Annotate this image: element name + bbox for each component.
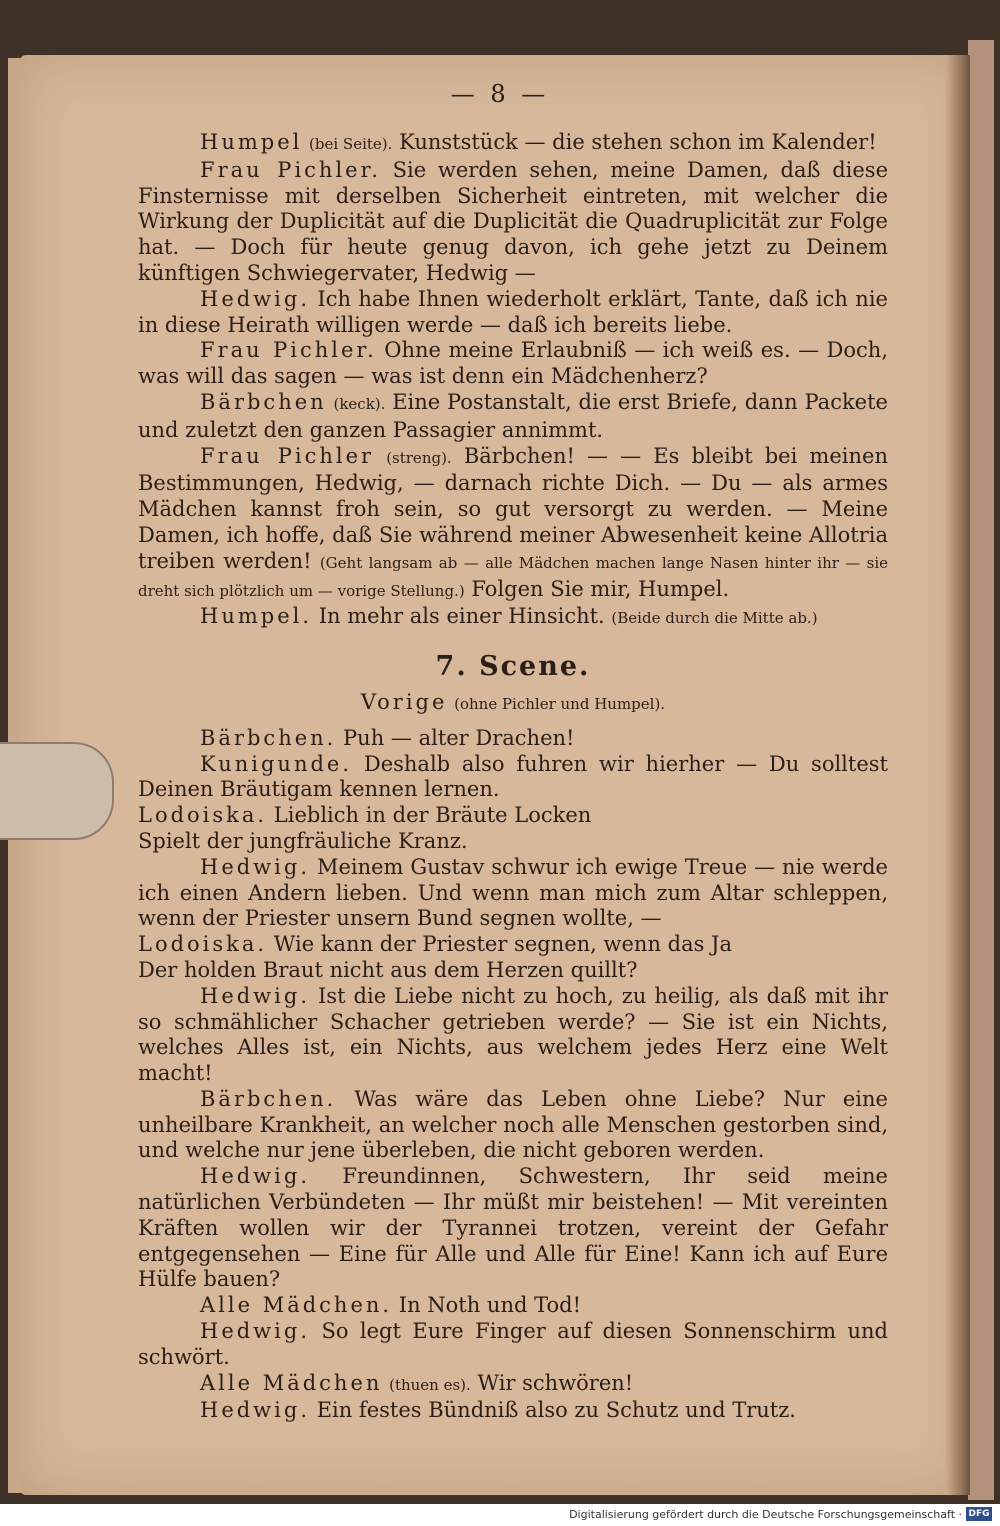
book-right-edge — [968, 40, 994, 1500]
speaker-name: Lodoiska. — [138, 803, 268, 828]
speaker-name: Alle Mädchen. — [200, 1293, 393, 1318]
speech-line — [138, 390, 888, 444]
page-text — [138, 130, 888, 1424]
speaker-name: Hedwig. — [200, 854, 310, 879]
speech-text: Ich habe Ihnen wiederholt erklärt, Tante, daß ich nie in diese Heirath willigen werde — daß ich bereits liebe. — [138, 286, 888, 337]
speech-line — [138, 287, 888, 339]
stage-direction: (Geht langsam ab — alle Mädchen machen lange Nasen hinter ihr — sie dreht sich plötzlich um — vorige Stellung.) — [138, 553, 888, 600]
page-number: — 8 — — [450, 80, 550, 108]
speech-text: Eine Postanstalt, die erst Briefe, dann Packete und zuletzt den ganzen Passagier annimmt. — [138, 389, 888, 442]
speech-text: Meinem Gustav schwur ich ewige Treue — nie werde ich einen Andern lieben. Und wenn man mich zum Altar schleppen, wenn der Priester unsern Bund segnen wollte, — — [138, 854, 888, 931]
speech-text: Bärbchen! — — Es bleibt bei meinen Bestimmungen, Hedwig, — darnach richte Dich. — Du — als armes Mädchen kannst froh sein, so gut versorgt zu werden. — Meine Damen, ich hoffe, daß Sie während meiner Abwesenheit keine Allotria treiben werden! — [138, 443, 888, 573]
speech-line — [138, 1319, 888, 1371]
speaker-name: Lodoiska. — [138, 932, 268, 957]
verse-line — [138, 932, 888, 958]
speaker-name: Hedwig. — [200, 983, 310, 1008]
speaker-name: Alle Mädchen — [200, 1370, 383, 1395]
speech-text: Wir schwören! — [477, 1370, 634, 1395]
speech-text: Sie werden sehen, meine Damen, daß diese Finsternisse mit derselben Sicherheit eintreten, mit welcher die Wirkung der Duplicität auf die Duplicität die Quadruplicität zur Folge hat. — Doch für heute genug davon, ich gehe jetzt zu Deinem künftigen Schwiegervater, Hedwig — — [138, 157, 888, 285]
speech-text: Kunststück — die stehen schon im Kalender! — [399, 130, 877, 154]
speaker-name: Kunigunde. — [200, 751, 353, 776]
speech-text: Puh — alter Drachen! — [343, 725, 575, 750]
speaker-name: Bärbchen. — [200, 725, 337, 750]
stage-direction: (thuen es). — [389, 1375, 471, 1394]
speech-line — [138, 1087, 888, 1164]
page-gutter-shadow — [945, 55, 970, 1495]
speech-line — [138, 1293, 888, 1319]
speech-text: Was wäre das Leben ohne Liebe? Nur eine unheilbare Krankheit, an welcher noch alle Menschen gestorben sind, und welche nur jene überleben, die nicht geboren werden. — [138, 1086, 888, 1163]
speech-line — [138, 444, 888, 605]
speech-text: So legt Eure Finger auf diesen Sonnenschirm und schwört. — [138, 1319, 888, 1369]
speech-line — [138, 752, 888, 804]
verse-text: Lieblich in der Bräute Locken — [273, 803, 592, 828]
speech-text: Deshalb also fuhren wir hierher — Du solltest Deinen Bräutigam kennen lernen. — [138, 751, 888, 802]
speech-text: In Noth und Tod! — [398, 1293, 582, 1318]
speech-text: Folgen Sie mir, Humpel. — [471, 576, 730, 601]
dfg-logo-icon: DFG — [966, 1507, 992, 1521]
verse-text: Wie kann der Priester segnen, wenn das Ja — [273, 932, 732, 957]
stage-direction: (keck). — [333, 394, 386, 413]
stage-direction: (bei Seite). — [309, 135, 393, 153]
funding-credit: Digitalisierung gefördert durch die Deutsche Forschungsgemeinschaft · — [569, 1508, 962, 1521]
speech-line — [138, 984, 888, 1087]
speech-text: In mehr als einer Hinsicht. — [318, 604, 605, 629]
speech-line — [138, 338, 888, 390]
scene-heading: 7. Scene. — [435, 651, 591, 683]
speaker-name: Frau Pichler. — [200, 338, 377, 363]
verse-line: Der holden Braut nicht aus dem Herzen quillt? — [138, 957, 638, 982]
verse-line: Spielt der jungfräuliche Kranz. — [138, 828, 468, 853]
speaker-name: Bärbchen — [200, 389, 327, 414]
speech-line — [138, 130, 888, 158]
speaker-name: Bärbchen. — [200, 1086, 337, 1111]
speech-text: Ist die Liebe nicht zu hoch, zu heilig, als daß mit ihr so schmählicher Schacher getrieben werde? — Sie ist ein Nichts, welches Alles ist, ein Nichts, aus welchem jedes Herz eine Welt macht! — [138, 983, 888, 1086]
cast-direction: (ohne Pichler und Humpel). — [454, 694, 666, 713]
speaker-name: Hedwig. — [200, 1398, 310, 1423]
speech-line — [138, 158, 888, 287]
bookmark-tab — [0, 742, 114, 840]
speech-text: Freundinnen, Schwestern, Ihr seid meine natürlichen Verbündeten — Ihr müßt mir beistehen! — Mit vereinten Kräften wollen wir der Tyrannei trotzen, vereint der Gefahr entgegensehen — Eine für Alle und Alle für Eine! Kann ich auf Eure Hülfe bauen? — [138, 1164, 888, 1292]
speech-text: Ohne meine Erlaubniß — ich weiß es. — Doch, was will das sagen — was ist denn ein Mädchenherz? — [138, 338, 888, 389]
speech-line — [138, 726, 888, 752]
speech-line — [138, 604, 888, 632]
speech-text: Ein festes Bündniß also zu Schutz und Trutz. — [316, 1398, 796, 1423]
speaker-name: Hedwig. — [200, 286, 310, 311]
speech-line — [138, 1164, 888, 1293]
speaker-name: Frau Pichler — [200, 443, 375, 468]
speech-line — [138, 1371, 888, 1399]
stage-direction: (Beide durch die Mitte ab.) — [611, 609, 818, 628]
speaker-name: Frau Pichler. — [200, 157, 381, 182]
scene-cast — [138, 690, 888, 718]
speech-line — [138, 855, 888, 932]
speaker-name: Humpel. — [200, 604, 313, 629]
stage-direction: (streng). — [386, 448, 452, 467]
speaker-name: Hedwig. — [200, 1164, 310, 1189]
speaker-name: Humpel — [200, 130, 303, 154]
speech-line — [138, 1398, 888, 1424]
verse-line — [138, 803, 888, 829]
cast-label: Vorige — [360, 689, 448, 714]
speaker-name: Hedwig. — [200, 1319, 310, 1344]
